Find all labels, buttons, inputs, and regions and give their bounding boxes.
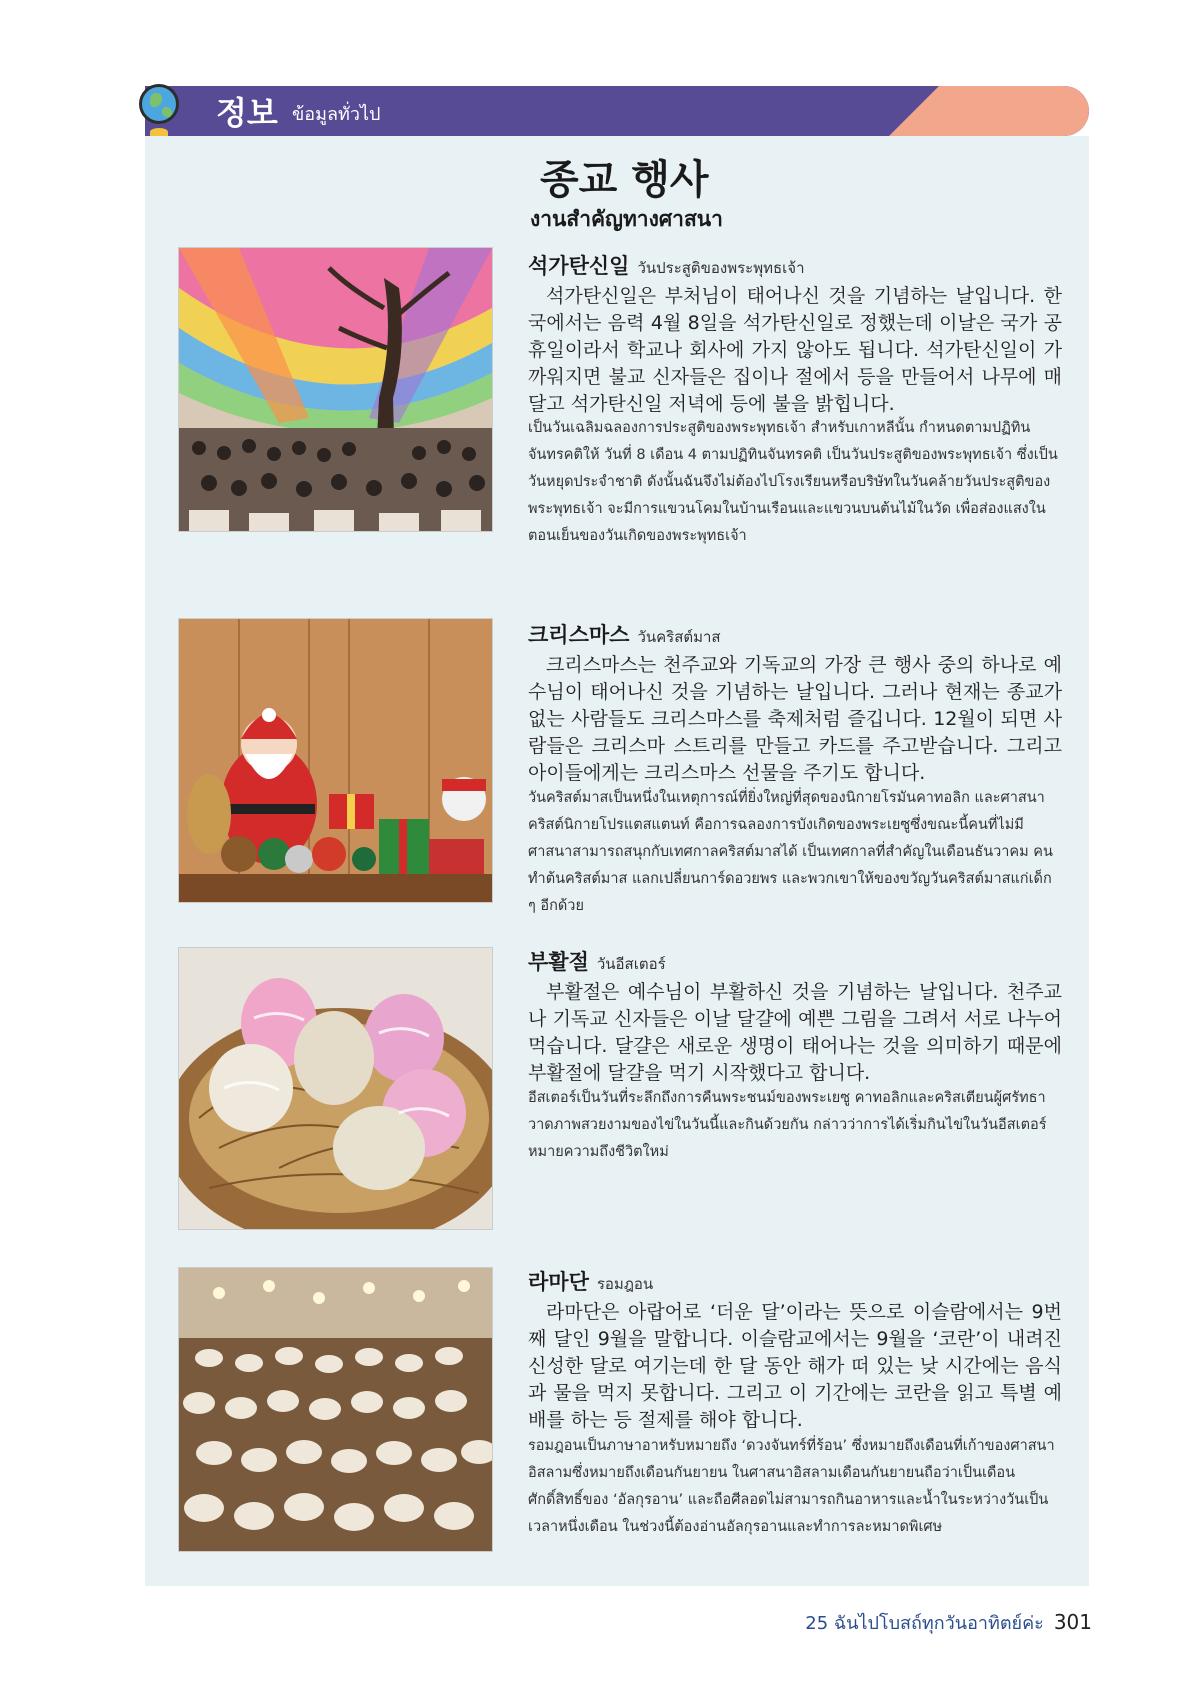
- page-footer: [805, 1608, 1092, 1637]
- section-title-ko: 석가탄신일: [528, 254, 630, 278]
- section-title-ko: 부활절: [528, 950, 589, 974]
- header-slant: [889, 86, 939, 136]
- page-subtitle: งานสำคัญทางศาสนา: [530, 207, 723, 231]
- globe-stand: [150, 128, 168, 136]
- section-heading-christmas: [528, 619, 721, 649]
- easter-eggs-photo: [178, 947, 493, 1230]
- section-text-th: วันคริสต์มาสเป็นหนึ่งในเหตุการณ์ที่ยิ่งใหญ่ที่สุดของนิกายโรมันคาทอลิก และศาสนาคริสต์นิกายโปรแตสแตนท์ คือการฉลองการบังเกิดของพระเยซูซึ่งขณะนี้คนที่ไม่มีศาสนาสามารถสนุกกับเทศกาลคริสต์มาสได้ เป็นเทศกาลที่สำคัญในเดือนธันวาคม คนทำต้นคริสต์มาส แลกเปลี่ยนการ์ดอวยพร และพวกเขาให้ของขวัญวันคริสต์มาสแก่เด็ก ๆ อีกด้วย: [528, 790, 1053, 914]
- footer-text: 25 ฉันไปโบสถ์ทุกวันอาทิตย์ค่ะ: [805, 1613, 1044, 1634]
- section-text-ko: 크리스마스는 천주교와 기독교의 가장 큰 행사 중의 하나로 예수님이 태어나신 것을 기념하는 날입니다. 그러나 현재는 종교가 없는 사람들도 크리스마스를 축제처럼 즐깁니다. 12월이 되면 사람들은 크리스마 스트리를 만들고 카드를 주고받습니다. 그리고 아이들에게는 크리스마스 선물을 주기도 합니다.: [528, 654, 1062, 784]
- header-title: 정보: [216, 94, 278, 132]
- section-title-th: รอมฎอน: [596, 1275, 654, 1293]
- section-text-ko: 라마단은 아랍어로 ‘더운 달’이라는 뜻으로 이슬람에서는 9번째 달인 9월을 말합니다. 이슬람교에서는 9월을 ‘코란’이 내려진 신성한 달로 여기는데 한 달 동안 해가 떠 있는 낮 시간에는 음식과 물을 먹지 못합니다. 그리고 이 기간에는 코란을 읽고 특별 예배를 하는 등 절제를 해야 합니다.: [528, 1301, 1062, 1431]
- header-subtitle: ข้อมูลทั่วไป: [292, 104, 381, 125]
- section-text-th: รอมฎอนเป็นภาษาอาหรับหมายถึง ‘ดวงจันทร์ที่ร้อน’ ซึ่งหมายถึงเดือนที่เก้าของศาสนาอิสลามซึ่งหมายถึงเดือนกันยายน ในศาสนาอิสลามเดือนกันยายนถือว่าเป็นเดือนศักดิ์สิทธิ์ของ ‘อัลกุรอาน’ และถือศีลอดไม่สามารถกินอาหารและน้ำในระหว่างวันเป็นเวลาหนึ่งเดือน ในช่วงนี้ต้องอ่านอัลกุรอานและทำการละหมาดพิเศษ: [528, 1438, 1055, 1535]
- section-title-th: วันอีสเตอร์: [596, 955, 666, 973]
- section-title-th: วันประสูติของพระพุทธเจ้า: [637, 259, 805, 277]
- section-heading-ramadan: [528, 1266, 653, 1296]
- globe-icon: [139, 84, 179, 124]
- section-title-th: วันคริสต์มาส: [637, 628, 721, 646]
- section-text-ko: 석가탄신일은 부처님이 태어나신 것을 기념하는 날입니다. 한국에서는 음력 4월 8일을 석가탄신일로 정했는데 이날은 국가 공휴일이라서 학교나 회사에 가지 않아도 됩니다. 석가탄신일이 가까워지면 불교 신자들은 집이나 절에서 등을 만들어서 나무에 매달고 석가탄신일 저녁에 등에 불을 밝힙니다.: [528, 285, 1062, 415]
- page-title: 종교 행사: [540, 157, 709, 203]
- christmas-decor-photo: [178, 618, 493, 903]
- page-number: 301: [1053, 1610, 1092, 1634]
- section-header-band: [145, 86, 1089, 136]
- section-title-ko: 크리스마스: [528, 623, 630, 647]
- section-text-th: อีสเตอร์เป็นวันที่ระลึกถึงการคืนพระชนม์ของพระเยซู คาทอลิกและคริสเตียนผู้ศรัทธาวาดภาพสวยงามของไข่ในวันนี้และกินด้วยกัน กล่าวว่าการได้เริ่มกินไข่ในวันอีสเตอร์หมายความถึงชีวิตใหม่: [528, 1090, 1047, 1160]
- section-text-ko: 부활절은 예수님이 부활하신 것을 기념하는 날입니다. 천주교나 기독교 신자들은 이날 달걀에 예쁜 그림을 그려서 서로 나누어 먹습니다. 달걀은 새로운 생명이 태어나는 것을 의미하기 때문에 부활절에 달걀을 먹기 시작했다고 합니다.: [528, 981, 1062, 1084]
- section-text-th: เป็นวันเฉลิมฉลองการประสูติของพระพุทธเจ้า สำหรับเกาหลีนั้น กำหนดตามปฏิทินจันทรคติให้ วันที่ 8 เดือน 4 ตามปฏิทินจันทรคติ เป็นวันประสูติของพระพุทธเจ้า ซึ่งเป็นวันหยุดประจำชาติ ดังนั้นฉันจึงไม่ต้องไปโรงเรียนหรือบริษัทในวันคล้ายวันประสูติของพระพุทธเจ้า จะมีการแขวนโคมในบ้านเรือนและแขวนบนต้นไม้ในวัด เพื่อส่องแสงในตอนเย็นของวันเกิดของพระพุทธเจ้า: [528, 420, 1058, 544]
- ramadan-prayer-photo: [178, 1267, 493, 1552]
- section-title-ko: 라마단: [528, 1270, 589, 1294]
- lantern-festival-photo: [178, 247, 493, 532]
- section-heading-easter: [528, 946, 666, 976]
- section-heading-buddha: [528, 250, 805, 280]
